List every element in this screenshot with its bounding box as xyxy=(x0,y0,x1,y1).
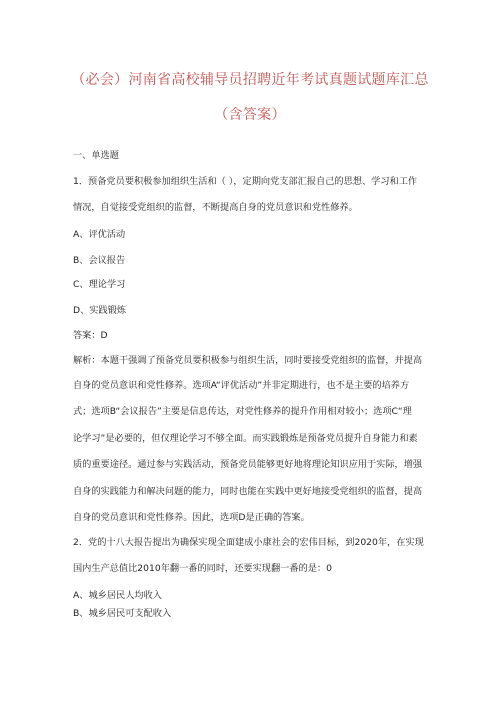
question-1-explanation-line: 自身的党员意识和党性修养。选项A“评优活动”并非定期进行，也不是主要的培养方 xyxy=(73,380,410,391)
question-1-stem-line-1: 1．预备党员要积极参加组织生活和（ ），定期向党支部汇报自己的思想、学习和工作 xyxy=(73,176,418,187)
question-2-option-a: A、城乡居民人均收入 xyxy=(73,590,162,601)
question-1-explanation-line: 式；选项B“会议报告”主要是信息传达，对党性修养的提升作用相对较小；选项C“理 xyxy=(73,406,412,417)
question-1-option-d: D、实践锻炼 xyxy=(73,305,127,316)
document-title: （必会）河南省高校辅导员招聘近年考试真题试题库汇总 xyxy=(71,72,429,88)
question-1-explanation-line: 自身的党员意识和党性修养。因此，选项D是正确的答案。 xyxy=(73,512,310,523)
question-1-stem-line-2: 情况，自觉接受党组织的监督，不断提高自身的党员意识和党性修养。 xyxy=(73,202,358,213)
question-2-option-b: B、城乡居民可支配收入 xyxy=(73,608,172,619)
question-1-option-a: A、评优活动 xyxy=(73,229,126,240)
document-subtitle: （含答案） xyxy=(214,107,286,123)
question-2-stem-line-2: 国内生产总值比2010年翻一番的同时，还要实现翻一番的是：0 xyxy=(73,563,332,574)
question-1-explanation-line: 自身的实践能力和解决问题的能力，同时也能在实践中更好地接受党组织的监督，提高 xyxy=(73,486,423,497)
section-heading: 一、单选题 xyxy=(73,150,119,161)
question-1-answer: 答案：D xyxy=(73,330,108,341)
question-1-option-c: C、理论学习 xyxy=(73,279,126,290)
question-1-explanation-line: 解析：本题干强调了预备党员要积极参与组织生活，同时要接受党组织的监督，并提高 xyxy=(73,355,423,366)
question-1-explanation-line: 质的重要途径。通过参与实践活动，预备党员能够更好地将理论知识应用于实际，增强 xyxy=(73,459,423,470)
question-1-explanation-line: 论学习”是必要的，但仅理论学习不够全面。而实践锻炼是预备党员提升自身能力和素 xyxy=(73,433,418,444)
question-2-stem-line-1: 2．党的十八大报告提出为确保实现全面建成小康社会的宏伟目标，到2020年，在实现 xyxy=(73,537,424,548)
question-1-option-b: B、会议报告 xyxy=(73,255,126,266)
